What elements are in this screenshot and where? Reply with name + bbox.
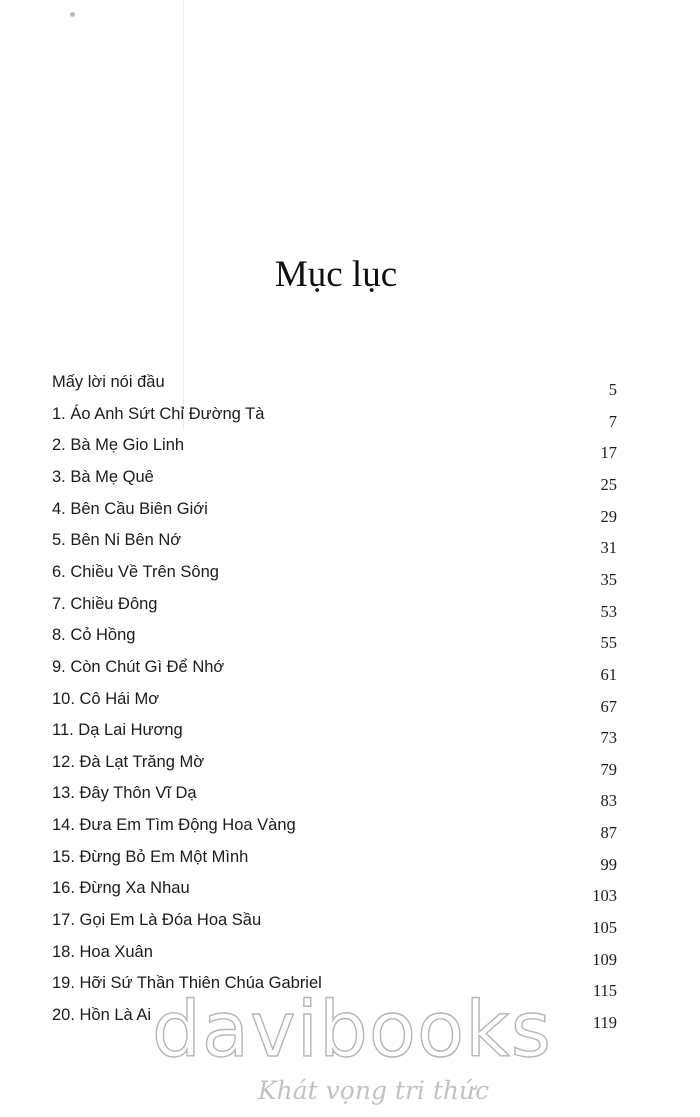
toc-entry-page-number: 31 [600,538,617,558]
watermark-logo: davibooks [152,986,552,1075]
toc-entry-title: 1. Áo Anh Sứt Chỉ Đường Tà [52,404,265,423]
toc-entry-page-number: 87 [600,823,617,843]
toc-entry-page-number: 67 [600,696,617,716]
toc-entry-title: 18. Hoa Xuân [52,942,153,961]
toc-entry-title: 5. Bên Ni Bên Nớ [52,531,182,550]
toc-entry-page-number: 79 [600,759,617,779]
toc-entry-title: 2. Bà Mẹ Gio Linh [52,436,185,455]
toc-entry-title: 20. Hồn Là Ai [52,1006,152,1024]
toc-entry-page-number: 103 [592,886,617,906]
toc-entry [0,626,700,656]
toc-entry-title: 12. Đà Lạt Trăng Mờ [52,752,205,771]
toc-entry-page-number: 83 [600,791,617,811]
toc-entry [0,879,700,909]
toc-entry [0,721,700,751]
toc-entry-page-number: 55 [600,633,617,653]
toc-entry [0,911,700,941]
toc-entry [0,658,700,688]
toc-entry-title: 19. Hỡi Sứ Thần Thiên Chúa Gabriel [52,974,322,993]
toc-entry [0,595,700,625]
toc-entry-page-number: 109 [592,949,617,969]
toc-entry-page-number: 29 [600,506,617,526]
toc-entry [0,500,700,530]
toc-entry [0,373,700,403]
toc-entry-title: 4. Bên Cầu Biên Giới [52,499,208,518]
toc-entry-title: 13. Đây Thôn Vĩ Dạ [52,784,197,803]
toc-entry-page-number: 5 [608,380,617,399]
toc-entry [0,405,700,435]
toc-entry [0,436,700,466]
toc-entry [0,563,700,593]
toc-entry-page-number: 25 [600,474,617,494]
toc-entry-page-number: 115 [592,981,617,1001]
toc-entry-title: 15. Đừng Bỏ Em Một Mình [52,847,249,866]
toc-entry [0,690,700,720]
toc-entry [0,784,700,814]
toc-entry-page-number: 105 [592,918,617,938]
toc-entry-title: 7. Chiều Đông [52,594,158,613]
toc-entry-title: Mấy lời nói đầu [52,373,165,391]
toc-entry-title: 9. Còn Chút Gì Để Nhớ [52,657,225,676]
toc-entry-title: 16. Đừng Xa Nhau [52,879,190,898]
toc-entry-title: 10. Cô Hái Mơ [52,689,160,708]
toc-entry-page-number: 61 [600,664,617,684]
toc-entry-page-number: 53 [600,601,617,621]
toc-entry-title: 8. Cỏ Hồng [52,626,136,645]
toc-entry [0,753,700,783]
toc-entry [0,848,700,878]
toc-entry-title: 17. Gọi Em Là Đóa Hoa Sầu [52,911,262,930]
toc-entry [0,943,700,973]
toc-entry-title: 11. Dạ Lai Hương [52,721,183,740]
toc-entry-page-number: 73 [600,728,617,748]
watermark-tagline: Khát vọng tri thức [258,1076,490,1105]
toc-entry-page-number: 119 [592,1013,617,1032]
page-title: Mục lục [274,254,398,295]
toc-entry-page-number: 35 [600,569,617,589]
toc-entry-page-number: 7 [608,411,617,431]
toc-entry-title: 6. Chiều Về Trên Sông [52,562,219,581]
toc-entry [0,816,700,846]
toc-entry [0,468,700,498]
toc-entry-page-number: 99 [600,854,617,874]
toc-entry-page-number: 17 [600,443,617,463]
toc-entry [0,531,700,561]
toc-entry-title: 14. Đưa Em Tìm Động Hoa Vàng [52,816,296,835]
toc-entry-title: 3. Bà Mẹ Quê [52,467,154,486]
